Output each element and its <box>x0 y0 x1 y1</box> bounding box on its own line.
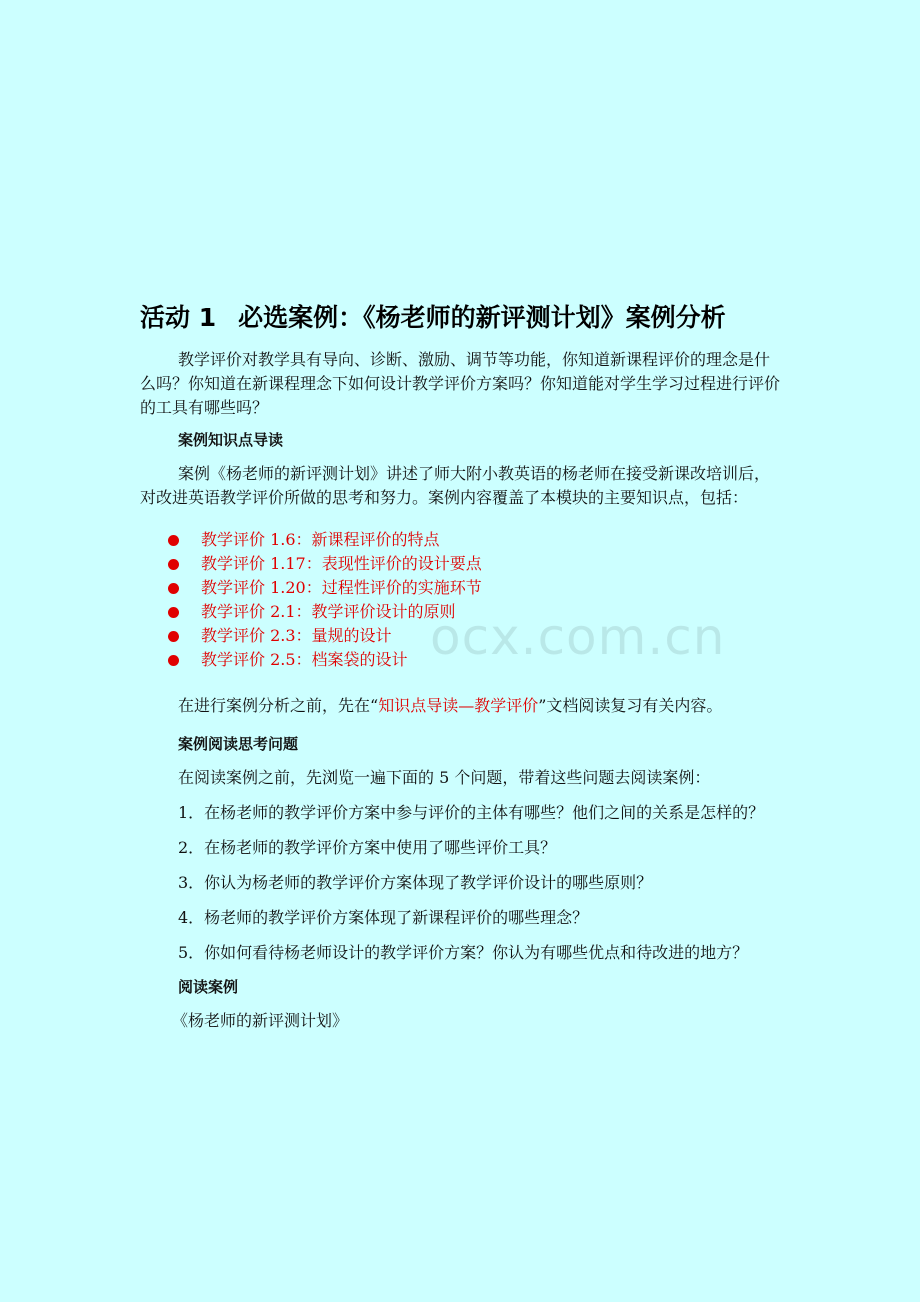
question-item: 1．在杨老师的教学评价方案中参与评价的主体有哪些？他们之间的关系是怎样的？ <box>178 803 765 822</box>
question-item: 2．在杨老师的教学评价方案中使用了哪些评价工具？ <box>178 838 557 857</box>
knowledge-point-link[interactable]: 教学评价 2.3：量规的设计 <box>201 626 392 645</box>
intro-paragraph: 教学评价对教学具有导向、诊断、激励、调节等功能，你知道新课程评价的理念是什么吗？你知道在新课程理念下如何设计教学评价方案吗？你知道能对学生学习过程进行评价的工具有哪些吗？ <box>140 350 781 417</box>
bullet-icon <box>168 583 179 594</box>
document-page <box>140 300 782 1033</box>
activity-number: 活动 1 <box>140 303 217 332</box>
bullet-icon <box>168 631 179 642</box>
section-heading-read-case: 阅读案例 <box>178 978 239 996</box>
list-item[interactable] <box>140 576 782 600</box>
list-item[interactable] <box>140 648 782 672</box>
question-item: 5．你如何看待杨老师设计的教学评价方案？你认为有哪些优点和待改进的地方？ <box>178 943 749 962</box>
review-doc-link[interactable]: 知识点导读—教学评价 <box>378 696 539 715</box>
bullet-icon <box>168 655 179 666</box>
question-item: 4．杨老师的教学评价方案体现了新课程评价的哪些理念？ <box>178 908 589 927</box>
knowledge-point-link[interactable]: 教学评价 1.20：过程性评价的实施环节 <box>201 578 482 597</box>
knowledge-point-link[interactable]: 教学评价 2.5：档案袋的设计 <box>201 650 408 669</box>
list-item[interactable] <box>140 552 782 576</box>
question-item: 3．你认为杨老师的教学评价方案体现了教学评价设计的哪些原则？ <box>178 873 653 892</box>
case-description: 案例《杨老师的新评测计划》讲述了师大附小教英语的杨老师在接受新课改培训后，对改进英语教学评价所做的思考和努力。案例内容覆盖了本模块的主要知识点，包括： <box>140 464 771 507</box>
review-paragraph <box>140 694 782 718</box>
section-heading-questions: 案例阅读思考问题 <box>178 735 299 753</box>
bullet-icon <box>168 559 179 570</box>
knowledge-point-list <box>140 528 782 672</box>
knowledge-point-link[interactable]: 教学评价 1.6：新课程评价的特点 <box>201 530 440 549</box>
list-item[interactable] <box>140 624 782 648</box>
review-text-before: 在进行案例分析之前，先在“ <box>178 696 379 715</box>
case-title: 《杨老师的新评测计划》 <box>172 1011 349 1030</box>
review-text-after: ”文档阅读复习有关内容。 <box>538 696 723 715</box>
knowledge-point-link[interactable]: 教学评价 2.1：教学评价设计的原则 <box>201 602 456 621</box>
activity-title: 必选案例：《杨老师的新评测计划》案例分析 <box>238 303 726 332</box>
watermark: ocx.com.cn <box>430 608 726 666</box>
list-item[interactable] <box>140 600 782 624</box>
list-item[interactable] <box>140 528 782 552</box>
knowledge-point-link[interactable]: 教学评价 1.17：表现性评价的设计要点 <box>201 554 482 573</box>
section-heading-knowledge: 案例知识点导读 <box>178 431 284 449</box>
questions-intro: 在阅读案例之前，先浏览一遍下面的 5 个问题，带着这些问题去阅读案例： <box>178 768 711 787</box>
bullet-icon <box>168 607 179 618</box>
page-title <box>140 300 782 336</box>
bullet-icon <box>168 535 179 546</box>
